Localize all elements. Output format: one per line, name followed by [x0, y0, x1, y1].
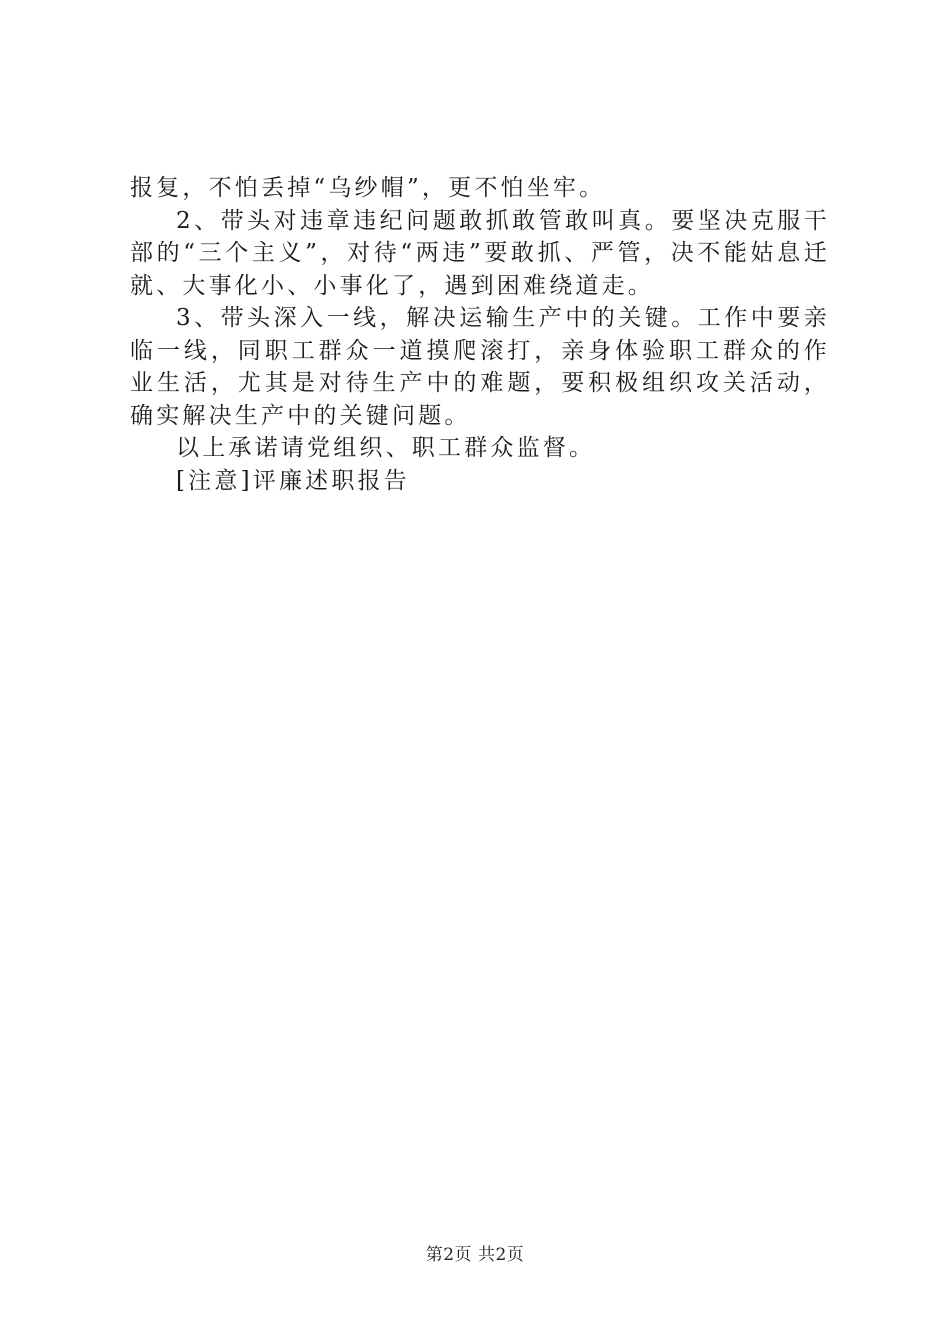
- paragraph-item-2: 2、带头对违章违纪问题敢抓敢管敢叫真。要坚决克服干部的“三个主义”，对待“两违”要敢抓、严管，决不能姑息迁就、大事化小、小事化了，遇到困难绕道走。: [130, 207, 830, 299]
- paragraph-note: [注意]评廉述职报告: [176, 467, 410, 494]
- page-footer: 第2页 共2页: [425, 1245, 525, 1265]
- paragraph-continuation: 报复，不怕丢掉“乌纱帽”，更不怕坐牢。: [130, 175, 606, 201]
- paragraph-item-3: 3、带头深入一线，解决运输生产中的关键。工作中要亲临一线，同职工群众一道摸爬滚打，亲身体验职工群众的作业生活，尤其是对待生产中的难题，要积极组织攻关活动，确实解决生产中的关键问题。: [130, 305, 830, 429]
- paragraph-closing: 以上承诺请党组织、职工群众监督。: [176, 435, 596, 461]
- document-body: [130, 172, 830, 497]
